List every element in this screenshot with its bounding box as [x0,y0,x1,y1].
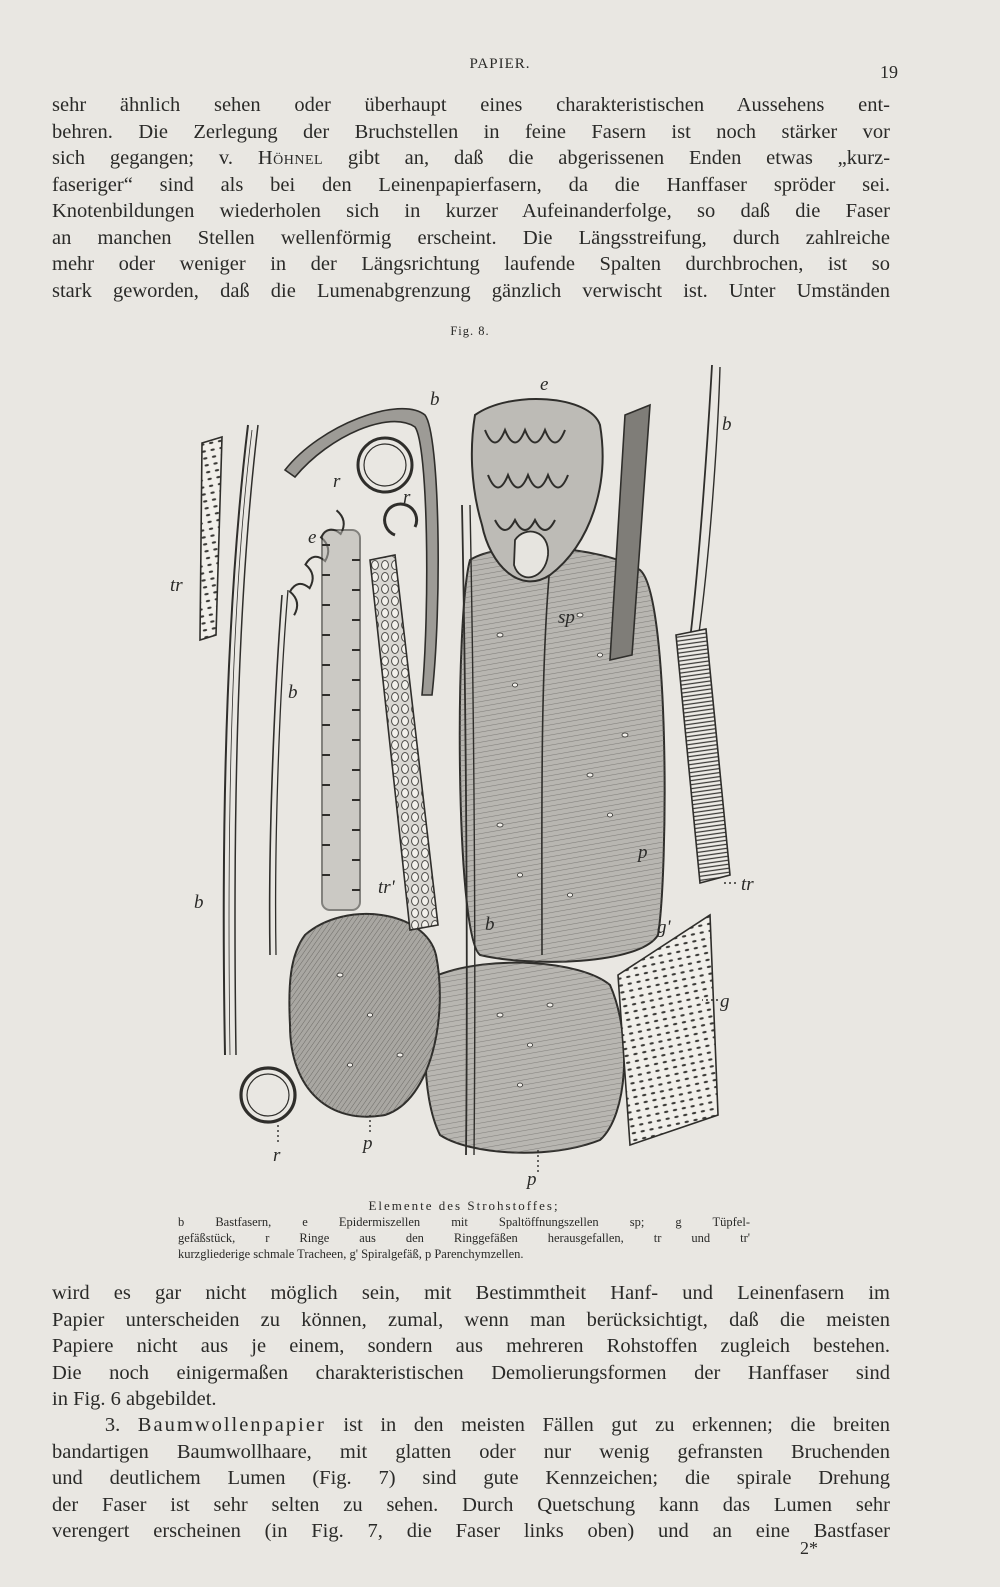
label-r-bottom: r [273,1145,281,1166]
text-line: behren. Die Zerlegung der Bruchstellen in feine Fasern ist noch stärker vor [52,120,890,143]
section-number: 3. [104,1414,121,1436]
text-line: und deutlichem Lumen (Fig. 7) sind gute Kennzeichen; die spirale Drehung [52,1467,890,1489]
bast-fiber-mid [270,590,288,955]
text-line: Papier unterscheiden zu können, zumal, wenn man berücksichtigt, daß die meisten [52,1308,890,1331]
label-g-prime: g' [657,917,671,938]
paragraph-1 [52,92,890,304]
spiral-vessel [676,629,730,883]
label-tr-left: tr [170,575,183,596]
parenchyma-cell-left [289,914,439,1117]
figure-label: Fig. 8. [450,324,490,338]
label-b-center: b [485,914,495,935]
bast-fiber-right [690,365,720,640]
caption-line: gefäßstück, r Ringe aus den Ringgefäßen herausgefallen, tr und tr' [178,1231,750,1245]
text-line: der Faser ist sehr selten zu sehen. Durch Quetschung kann das Lumen sehr [52,1493,890,1516]
trachea-strip-left [200,437,222,640]
text-line: an manchen Stellen wellenförmig erscheint. Die Längsstreifung, durch zahlreiche [52,226,890,249]
fiber-illustration [170,355,770,1190]
text-line: 3. Baumwollenpapier ist in den meisten Fällen gut zu erkennen; die breiten [104,1414,891,1436]
text-line: faseriger“ sind als bei den Leinenpapierfasern, da die Hanffaser spröder sei. [52,173,890,196]
label-tr-right: tr [741,874,754,895]
label-g: g [720,991,730,1012]
page-number: 19 [880,62,898,82]
label-b-top: b [430,389,440,410]
author-name: Höhnel [257,147,324,169]
text-line: mehr oder weniger in der Längsrichtung laufende Spalten durchbrochen, ist so [52,253,890,275]
section-heading: Baumwollenpapier [137,1414,326,1436]
label-b-right: b [722,414,732,435]
paragraph-2 [52,1280,890,1413]
running-title: PAPIER. [469,56,531,72]
text-line: Knotenbildungen wiederholen sich in kurzer Aufeinanderfolge, so daß die Faser [52,200,890,222]
caption-line: kurzgliederige schmale Tracheen, g' Spiralgefäß, p Parenchymzellen. [178,1247,524,1261]
ring-vessel-small [385,504,417,535]
text-line: sich gegangen; v. Höhnel gibt an, daß die abgerissenen Enden etwas „kurz- [52,147,891,169]
text-line: Die noch einigermaßen charakteristischen Demolierungsformen der Hanffaser sind [52,1361,890,1384]
bast-fiber-left [224,425,258,1055]
text-line: Papiere nicht aus je einem, sondern aus mehreren Rohstoffen zugleich bestehen. [52,1335,890,1357]
label-p-left: p [363,1133,373,1154]
label-sp: sp [558,607,575,628]
label-r-inner: r [403,487,411,508]
text-line: sehr ähnlich sehen oder überhaupt eines charakteristischen Aussehens ent- [52,94,890,116]
caption-line: b Bastfasern, e Epidermiszellen mit Spaltöffnungszellen sp; g Tüpfel- [178,1215,750,1229]
label-p-mid: p [638,842,648,863]
parenchyma-cell-lower [426,963,625,1153]
label-p-bottom: p [527,1169,537,1190]
label-b-lower: b [194,892,204,913]
text-line: in Fig. 6 abgebildet. [52,1388,217,1410]
signature-mark: 2* [800,1538,818,1558]
text-line: bandartigen Baumwollhaare, mit glatten oder nur wenig gefransten Bruchenden [52,1440,890,1463]
paragraph-3 [52,1412,890,1545]
label-e-left: e [308,527,317,548]
label-e-top: e [540,374,549,395]
text-line: wird es gar nicht möglich sein, mit Bestimmtheit Hanf- und Leinenfasern im [52,1282,890,1304]
epidermis-cell-left [277,509,360,910]
label-tr-prime: tr' [378,877,395,898]
text-line: verengert erscheinen (in Fig. 7, die Faser links oben) und an eine Bastfaser [52,1520,890,1542]
label-r-top: r [333,471,341,492]
label-b-mid: b [288,682,298,703]
caption-title: Elemente des Strohstoffes; [368,1198,560,1213]
ring-vessel-top [358,438,412,492]
figure-caption [178,1198,750,1262]
ring-vessel-bottom [241,1068,295,1122]
text-line: stark geworden, daß die Lumenabgrenzung gänzlich verwischt ist. Unter Umständen [52,279,890,302]
